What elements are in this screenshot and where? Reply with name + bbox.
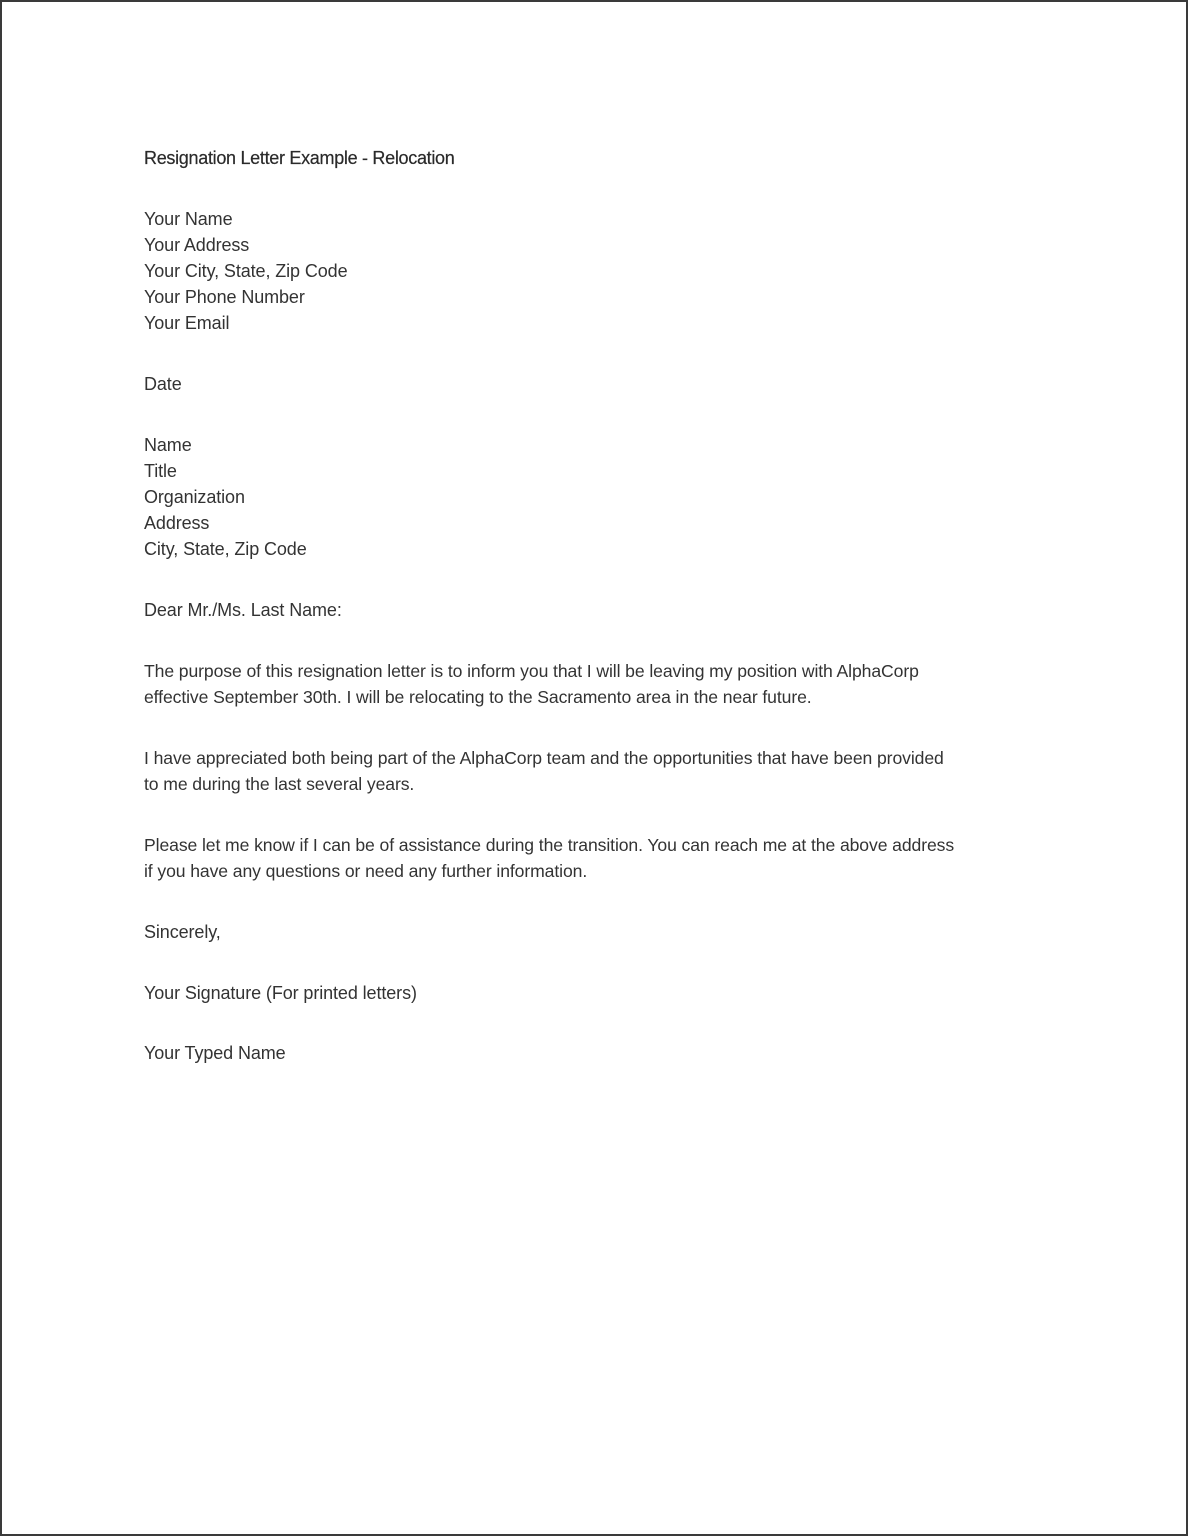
signature-placeholder: Your Signature (For printed letters) <box>144 983 417 1003</box>
closing-block <box>144 919 1064 945</box>
signature-block <box>144 980 1064 1006</box>
sender-city-state-zip: Your City, State, Zip Code <box>144 261 348 281</box>
paragraph-2 <box>144 745 1064 797</box>
recipient-address-block <box>144 432 1064 562</box>
letter-date: Date <box>144 374 182 394</box>
sender-name: Your Name <box>144 209 233 229</box>
salutation: Dear Mr./Ms. Last Name: <box>144 600 342 620</box>
closing: Sincerely, <box>144 922 221 942</box>
recipient-title: Title <box>144 461 177 481</box>
paragraph-3 <box>144 832 1064 884</box>
paragraph-line: Please let me know if I can be of assistance during the transition. You can reach me at the above address <box>144 835 955 855</box>
document-title-block <box>144 145 1064 171</box>
sender-email: Your Email <box>144 313 230 333</box>
sender-phone: Your Phone Number <box>144 287 305 307</box>
recipient-name: Name <box>144 435 192 455</box>
paragraph-line: to me during the last several years. <box>144 774 415 794</box>
paragraph-line: effective September 30th. I will be relocating to the Sacramento area in the near future. <box>144 687 812 707</box>
paragraph-1 <box>144 658 1064 710</box>
recipient-city-state-zip: City, State, Zip Code <box>144 539 307 559</box>
recipient-organization: Organization <box>144 487 245 507</box>
paragraph-line: if you have any questions or need any further information. <box>144 861 588 881</box>
paragraph-line: The purpose of this resignation letter is to inform you that I will be leaving my position with AlphaCorp <box>144 661 919 681</box>
sender-address: Your Address <box>144 235 250 255</box>
date-block <box>144 371 1064 397</box>
paragraph-line: I have appreciated both being part of the AlphaCorp team and the opportunities that have been provided <box>144 748 944 768</box>
recipient-address: Address <box>144 513 210 533</box>
typed-name-block <box>144 1040 1064 1066</box>
document-title: Resignation Letter Example - Relocation <box>144 148 455 168</box>
salutation-block <box>144 597 1064 623</box>
sender-address-block <box>144 206 1064 336</box>
typed-name: Your Typed Name <box>144 1043 286 1063</box>
